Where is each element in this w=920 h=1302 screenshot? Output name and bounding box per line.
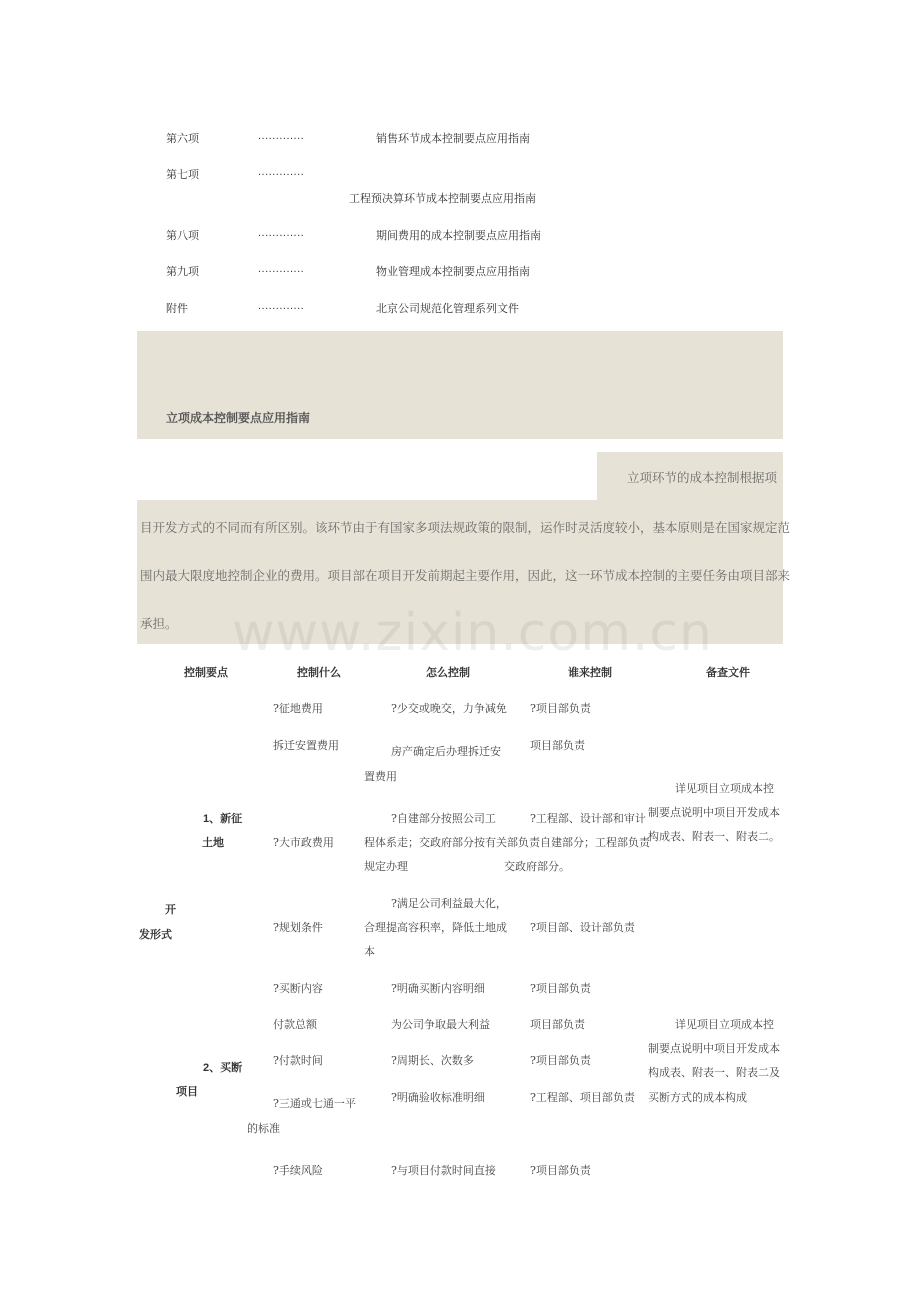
toc-label: 附件 bbox=[166, 302, 188, 315]
watermark: www.zixin.com.cn bbox=[232, 603, 713, 663]
toc-label: 第六项 bbox=[166, 132, 199, 145]
cell-how: ?明确买断内容明细 bbox=[391, 982, 485, 995]
subgroup-label: 2、买断 bbox=[203, 1062, 243, 1074]
cell-how: 本 bbox=[364, 945, 375, 958]
paragraph-text: 立项环节的成本控制根据项 bbox=[627, 470, 778, 485]
section-title: 立项成本控制要点应用指南 bbox=[166, 411, 311, 425]
reference-text: 构成表、附表一、附表二及 bbox=[648, 1066, 780, 1079]
toc-dots: ............. bbox=[258, 263, 305, 275]
cell-how: 置费用 bbox=[364, 770, 397, 783]
reference-text: 构成表、附表一、附表二。 bbox=[648, 830, 780, 843]
paragraph-line bbox=[597, 452, 783, 500]
column-header: 控制什么 bbox=[297, 667, 341, 679]
cell-how: 规定办理 bbox=[364, 860, 408, 873]
cell-how: 合理提高容积率，降低土地成 bbox=[364, 921, 507, 934]
cell-what: ?付款时间 bbox=[273, 1054, 323, 1067]
cell-how: ?自建部分按照公司工 bbox=[391, 812, 496, 825]
column-header: 备查文件 bbox=[706, 667, 750, 679]
paragraph-text: 承担。 bbox=[140, 616, 178, 631]
cell-how: ?满足公司利益最大化， bbox=[391, 897, 507, 910]
cell-what: ?手续风险 bbox=[273, 1164, 323, 1177]
toc-dots: ............. bbox=[258, 130, 305, 142]
cell-who: 项目部负责 bbox=[530, 739, 585, 752]
toc-text: 物业管理成本控制要点应用指南 bbox=[376, 265, 530, 278]
column-header: 谁来控制 bbox=[568, 667, 612, 679]
cell-who: ?项目部负责 bbox=[530, 702, 591, 715]
toc-text: 期间费用的成本控制要点应用指南 bbox=[376, 229, 541, 242]
cell-who: ?项目部负责 bbox=[530, 982, 591, 995]
cell-what: 拆迁安置费用 bbox=[273, 739, 339, 752]
column-header: 控制要点 bbox=[184, 667, 228, 679]
cell-how: ?与项目付款时间直接 bbox=[391, 1164, 496, 1177]
cell-what: 付款总额 bbox=[273, 1018, 317, 1031]
cell-what: ?三通或七通一平 bbox=[273, 1097, 356, 1110]
subgroup-label: 项目 bbox=[176, 1086, 198, 1098]
cell-how: ?明确验收标准明细 bbox=[391, 1091, 485, 1104]
paragraph-line bbox=[137, 548, 791, 596]
paragraph-text: 目开发方式的不同而有所区别。该环节由于有国家多项法规政策的限制，运作时灵活度较小，基本原则是在国家规定范 bbox=[140, 520, 791, 535]
toc-label: 第七项 bbox=[166, 168, 199, 181]
reference-text: 制要点说明中项目开发成本 bbox=[648, 806, 780, 819]
subgroup-label: 土地 bbox=[202, 837, 224, 849]
cell-what: ?大市政费用 bbox=[273, 836, 334, 849]
cell-what: 的标准 bbox=[247, 1122, 280, 1135]
cell-who: ?工程部、项目部负责 bbox=[530, 1091, 635, 1104]
group-label: 发形式 bbox=[139, 929, 172, 941]
cell-how: 程体系走；交政府部分按有关部负责自建部分；工程部负责 bbox=[364, 836, 650, 849]
cell-how: ?少交或晚交，力争减免 bbox=[391, 702, 507, 715]
toc-text: 工程预决算环节成本控制要点应用指南 bbox=[349, 192, 536, 205]
cell-how: ?周期长、次数多 bbox=[391, 1054, 474, 1067]
cell-who: ?项目部、设计部负责 bbox=[530, 921, 635, 934]
reference-text: 详见项目立项成本控 bbox=[675, 1018, 774, 1031]
cell-how: 为公司争取最大利益 bbox=[391, 1018, 490, 1031]
cell-who: 项目部负责 bbox=[530, 1018, 585, 1031]
toc-text: 北京公司规范化管理系列文件 bbox=[376, 302, 519, 315]
toc-label: 第八项 bbox=[166, 229, 199, 242]
toc-dots: ............. bbox=[258, 227, 305, 239]
cell-who: ?项目部负责 bbox=[530, 1164, 591, 1177]
group-label: 开 bbox=[165, 904, 176, 916]
reference-text: 制要点说明中项目开发成本 bbox=[648, 1042, 780, 1055]
toc-dots: ............. bbox=[258, 166, 305, 178]
reference-text: 详见项目立项成本控 bbox=[675, 782, 774, 795]
toc-dots: ............. bbox=[258, 300, 305, 312]
cell-how: 房产确定后办理拆迁安 bbox=[391, 745, 501, 758]
cell-who: 交政府部分。 bbox=[504, 860, 570, 873]
section-heading-band bbox=[137, 331, 783, 439]
paragraph-line bbox=[137, 500, 791, 548]
reference-text: 买断方式的成本构成 bbox=[648, 1091, 747, 1104]
subgroup-label: 1、新征 bbox=[203, 813, 243, 825]
column-header: 怎么控制 bbox=[426, 667, 470, 679]
toc-label: 第九项 bbox=[166, 265, 199, 278]
paragraph-text: 围内最大限度地控制企业的费用。项目部在项目开发前期起主要作用，因此，这一环节成本控制的主要任务由项目部来 bbox=[140, 568, 791, 583]
cell-who: ?工程部、设计部和审计 bbox=[530, 812, 646, 825]
cell-what: ?买断内容 bbox=[273, 982, 323, 995]
cell-what: ?征地费用 bbox=[273, 702, 323, 715]
toc-text: 销售环节成本控制要点应用指南 bbox=[376, 132, 530, 145]
cell-who: ?项目部负责 bbox=[530, 1054, 591, 1067]
cell-what: ?规划条件 bbox=[273, 921, 323, 934]
